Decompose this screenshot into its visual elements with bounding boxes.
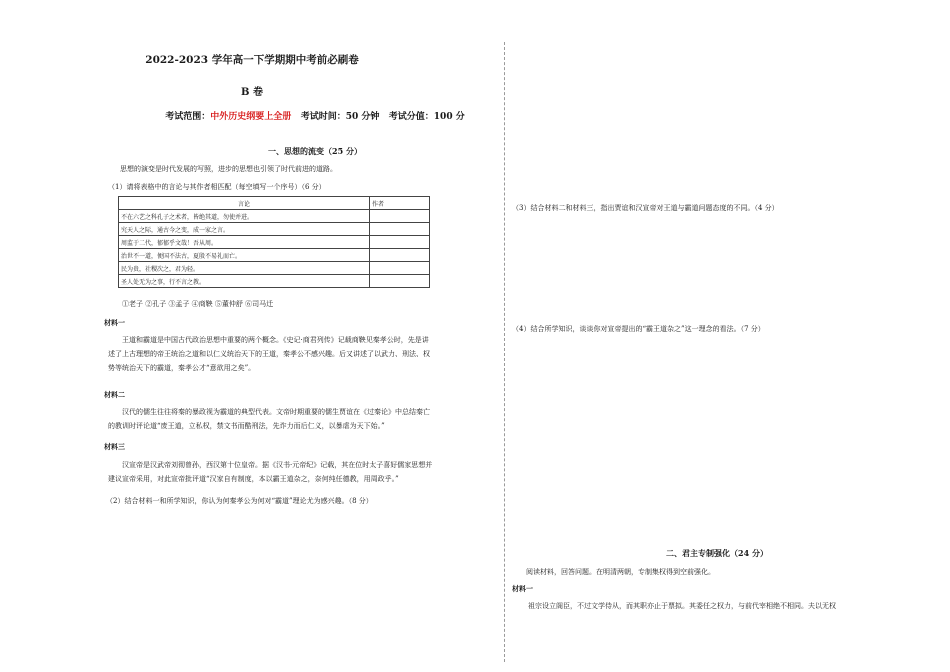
exam-title: 2022-2023 学年高一下学期期中考前必刷卷 — [145, 54, 359, 66]
quote-cell: 民为贵，社稷次之，君为轻。 — [119, 262, 370, 275]
question-1: （1）请将表格中的言论与其作者相匹配（每空填写一个序号）（6 分） — [108, 183, 326, 191]
material-3-label: 材料三 — [104, 442, 125, 451]
question-4: （4）结合所学知识，谈谈你对宣帝提出的“霸王道杂之”这一理念的看法。（7 分） — [512, 325, 765, 333]
table-row — [119, 275, 430, 288]
material-1-line: 势等统治天下的霸道，秦孝公才“意欲用之矣”。 — [108, 364, 256, 372]
page-divider — [504, 42, 505, 662]
exam-info — [0, 109, 630, 122]
exam-score: 考试分值：100 分 — [388, 112, 465, 122]
material-3-text — [108, 458, 498, 486]
material-1-line: 王道和霸道是中国古代政治思想中重要的两个概念。《史记·商君列传》记载商鞅见秦孝公时，先是讲 — [122, 336, 429, 344]
author-answer-cell[interactable] — [370, 262, 430, 275]
material-1-text — [108, 333, 498, 375]
table-row — [119, 236, 430, 249]
quote-cell: 不在六艺之科孔子之术者，皆绝其道，勿使并进。 — [119, 210, 370, 223]
material-2-text — [108, 405, 498, 433]
table-row — [119, 223, 430, 236]
author-answer-cell[interactable] — [370, 275, 430, 288]
material-3-line: 建议宣帝采用，对此宣帝批评道“汉家自有制度，本以霸王道杂之，奈何纯任德教，用周政乎。” — [108, 475, 399, 483]
table-header-quote: 言论 — [119, 197, 370, 210]
quote-cell: 圣人处无为之事，行不言之教。 — [119, 275, 370, 288]
section2-title: 二、君主专制强化（24 分） — [666, 548, 768, 558]
table-header-row — [119, 197, 430, 210]
material-2-line: 的教训时评论道“废王道，立私权，禁文书而酷刑法，先诈力而后仁义，以暴虐为天下始。” — [108, 422, 385, 430]
exam-time: 考试时间：50 分钟 — [300, 112, 380, 122]
table-header-author: 作者 — [370, 197, 430, 210]
matching-table — [118, 196, 430, 288]
material-1-label: 材料一 — [104, 318, 125, 327]
question-3: （3）结合材料二和材料三，指出贾谊和汉宣帝对王道与霸道问题态度的不同。（4 分） — [512, 204, 779, 212]
material-1-line: 述了上古理想的帝王统治之道和以仁义统治天下的王道，秦孝公不感兴趣。后又讲述了以武力、刑法、权 — [108, 350, 430, 358]
author-answer-cell[interactable] — [370, 249, 430, 262]
section2-intro: 阅读材料，回答问题。在明清两朝，专制集权得到空前强化。 — [526, 568, 715, 576]
section1-intro: 思想的演变是时代发展的写照，进步的思想也引领了时代前进的道路。 — [120, 165, 337, 173]
table-row — [119, 249, 430, 262]
section1-title: 一、思想的流变（25 分） — [268, 146, 362, 156]
table-row — [119, 210, 430, 223]
author-answer-cell[interactable] — [370, 223, 430, 236]
question-2: （2）结合材料一和所学知识，你认为何秦孝公为何对“霸道”理论尤为感兴趣。（8 分） — [106, 497, 373, 505]
quote-cell: 治世不一道，便国不法古，夏殷不易礼而亡。 — [119, 249, 370, 262]
author-answer-cell[interactable] — [370, 236, 430, 249]
material-2-line: 汉代的儒生往往将秦的暴政视为霸道的典型代表。文帝时期重要的儒生贾谊在《过秦论》中总结秦亡 — [122, 408, 430, 416]
scope-label: 考试范围： — [165, 112, 211, 122]
section2-material-1-label: 材料一 — [512, 584, 533, 593]
table-row — [119, 262, 430, 275]
scope-value: 中外历史纲要上全册 — [210, 112, 292, 122]
material-2-label: 材料二 — [104, 390, 125, 399]
exam-subtitle: B 卷 — [241, 87, 263, 98]
section2-material-1-line: 祖宗设立阁臣，不过文学侍从，而其职亦止于票拟。其委任之权力，与前代宰相绝不相同。夫以无权 — [528, 602, 836, 610]
author-answer-cell[interactable] — [370, 210, 430, 223]
author-options: ①老子 ②孔子 ③孟子 ④商鞅 ⑤董仲舒 ⑥司马迁 — [122, 300, 274, 308]
quote-cell: 究天人之际，通古今之变，成一家之言。 — [119, 223, 370, 236]
quote-cell: 周监于二代，郁郁乎文哉！吾从周。 — [119, 236, 370, 249]
material-3-line: 汉宣帝是汉武帝刘彻曾孙，西汉第十位皇帝。据《汉书·元帝纪》记载，其在位时太子喜好儒家思想并 — [122, 461, 433, 469]
